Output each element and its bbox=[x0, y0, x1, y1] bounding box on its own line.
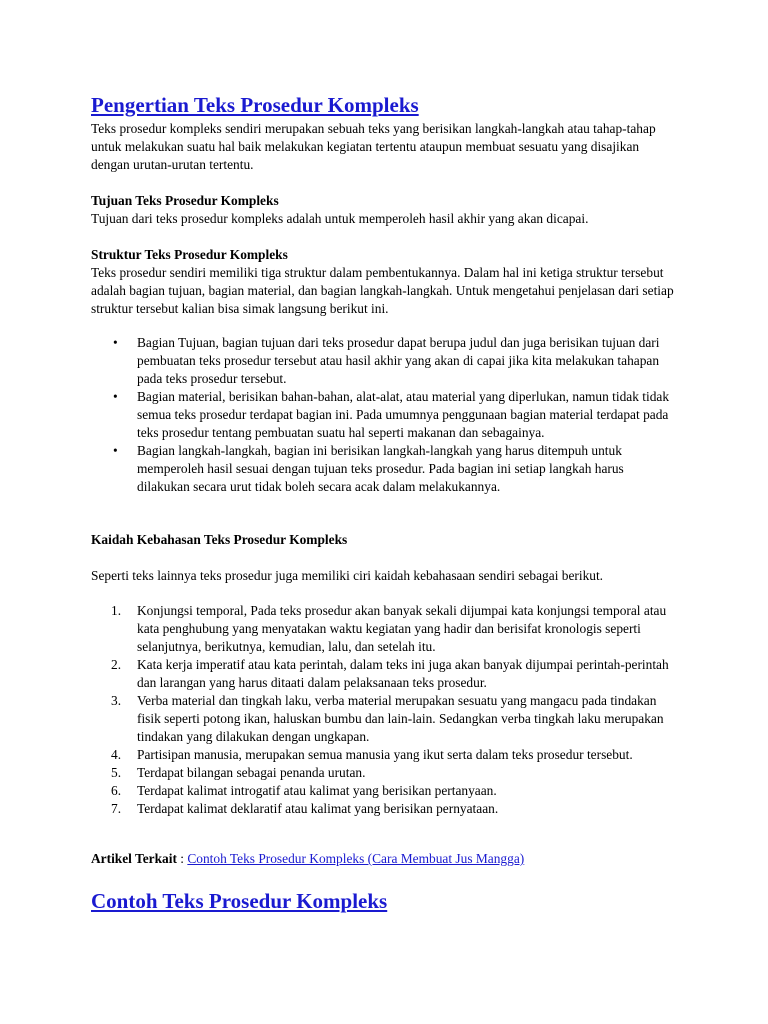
list-item bbox=[91, 692, 676, 746]
kaidah-intro: Seperti teks lainnya teks prosedur juga memiliki ciri kaidah kebahasaan sendiri sebagai berikut. bbox=[91, 568, 604, 583]
list-item-text: Partisipan manusia, merupakan semua manusia yang ikut serta dalam teks prosedur tersebut. bbox=[137, 747, 633, 762]
list-item bbox=[91, 764, 676, 782]
related-article-link[interactable]: Contoh Teks Prosedur Kompleks (Cara Membuat Jus Mangga) bbox=[187, 851, 525, 866]
list-item bbox=[91, 782, 676, 800]
list-number: 6. bbox=[111, 783, 122, 798]
list-number: 5. bbox=[111, 765, 122, 780]
heading-pengertian[interactable]: Pengertian Teks Prosedur Kompleks bbox=[91, 93, 419, 117]
tujuan-body: Tujuan dari teks prosedur kompleks adalah untuk memperoleh hasil akhir yang akan dicapai. bbox=[91, 211, 589, 226]
list-item-text: Terdapat kalimat deklaratif atau kalimat yang berisikan pernyataan. bbox=[137, 801, 499, 816]
list-item bbox=[91, 442, 676, 496]
list-item bbox=[91, 800, 676, 818]
bullet-marker: • bbox=[113, 335, 118, 350]
list-number: 7. bbox=[111, 801, 122, 816]
list-item bbox=[91, 656, 676, 692]
list-item bbox=[91, 746, 676, 764]
list-item-text: Bagian Tujuan, bagian tujuan dari teks prosedur dapat berupa judul dan juga berisikan tujuan dari pembuatan teks prosedur tersebut atau hasil akhir yang akan di capai jika kita melakukan tahapan pada teks prosedur tersebut. bbox=[137, 335, 660, 386]
list-item-text: Bagian material, berisikan bahan-bahan, alat-alat, atau material yang diperlukan, namun tidak tidak semua teks prosedur terdapat bagian ini. Pada umumnya penggunaan bagian material terdapat pada teks prosedur tentang pembuatan suatu hal seperti makanan dan sebagainya. bbox=[137, 389, 670, 440]
section-tujuan bbox=[91, 192, 676, 228]
bullet-marker: • bbox=[113, 389, 118, 404]
heading-contoh[interactable]: Contoh Teks Prosedur Kompleks bbox=[91, 889, 388, 913]
list-number: 2. bbox=[111, 657, 122, 672]
list-item-text: Konjungsi temporal, Pada teks prosedur akan banyak sekali dijumpai kata konjungsi temporal atau kata penghubung yang menyatakan waktu kegiatan yang hadir dan berisifat kronologis seperti selanjutnya, berikutnya, kemudian, lalu, dan setelah itu. bbox=[137, 603, 667, 654]
related-separator: : bbox=[176, 851, 188, 866]
kaidah-list bbox=[91, 602, 676, 818]
intro-paragraph: Teks prosedur kompleks sendiri merupakan sebuah teks yang berisikan langkah-langkah atau tahap-tahap untuk melakukan suatu hal baik melakukan kegiatan tertentu ataupun membuat sesuatu yang disajikan dengan urutan-urutan tertentu. bbox=[91, 121, 656, 172]
list-item-text: Terdapat bilangan sebagai penanda urutan. bbox=[137, 765, 366, 780]
list-item-text: Bagian langkah-langkah, bagian ini berisikan langkah-langkah yang harus ditempuh untuk memperoleh hasil sesuai dengan tujuan teks prosedur. Pada bagian ini setiap langkah harus dilakukan secara urut tidak boleh secara acak dalam melakukannya. bbox=[137, 443, 624, 494]
related-article bbox=[91, 850, 676, 868]
list-item-text: Terdapat kalimat introgatif atau kalimat yang berisikan pertanyaan. bbox=[137, 783, 497, 798]
related-label: Artikel Terkait bbox=[91, 851, 177, 866]
list-item-text: Verba material dan tingkah laku, verba material merupakan sesuatu yang mangacu pada tindakan fisik seperti potong ikan, haluskan bumbu dan lain-lain. Sedangkan verba tingkah laku merupakan tindakan yang dilakukan dengan ungkapan. bbox=[137, 693, 664, 744]
list-item bbox=[91, 388, 676, 442]
tujuan-title: Tujuan Teks Prosedur Kompleks bbox=[91, 193, 279, 208]
list-number: 1. bbox=[111, 603, 122, 618]
list-item bbox=[91, 602, 676, 656]
list-item bbox=[91, 334, 676, 388]
struktur-list bbox=[91, 334, 676, 496]
bullet-marker: • bbox=[113, 443, 118, 458]
list-number: 3. bbox=[111, 693, 122, 708]
struktur-body: Teks prosedur sendiri memiliki tiga struktur dalam pembentukannya. Dalam hal ini ketiga struktur tersebut adalah bagian tujuan, bagian material, dan bagian langkah-langkah. Untuk mengetahui penjelasan dari setiap struktur tersebut kalian bisa simak langsung berikut ini. bbox=[91, 265, 674, 316]
section-struktur bbox=[91, 246, 676, 318]
list-number: 4. bbox=[111, 747, 122, 762]
kaidah-title: Kaidah Kebahasan Teks Prosedur Kompleks bbox=[91, 532, 348, 547]
struktur-title: Struktur Teks Prosedur Kompleks bbox=[91, 247, 288, 262]
list-item-text: Kata kerja imperatif atau kata perintah, dalam teks ini juga akan banyak dijumpai perintah-perintah dan larangan yang harus ditaati dalam pelaksanaan teks prosedur. bbox=[137, 657, 669, 690]
